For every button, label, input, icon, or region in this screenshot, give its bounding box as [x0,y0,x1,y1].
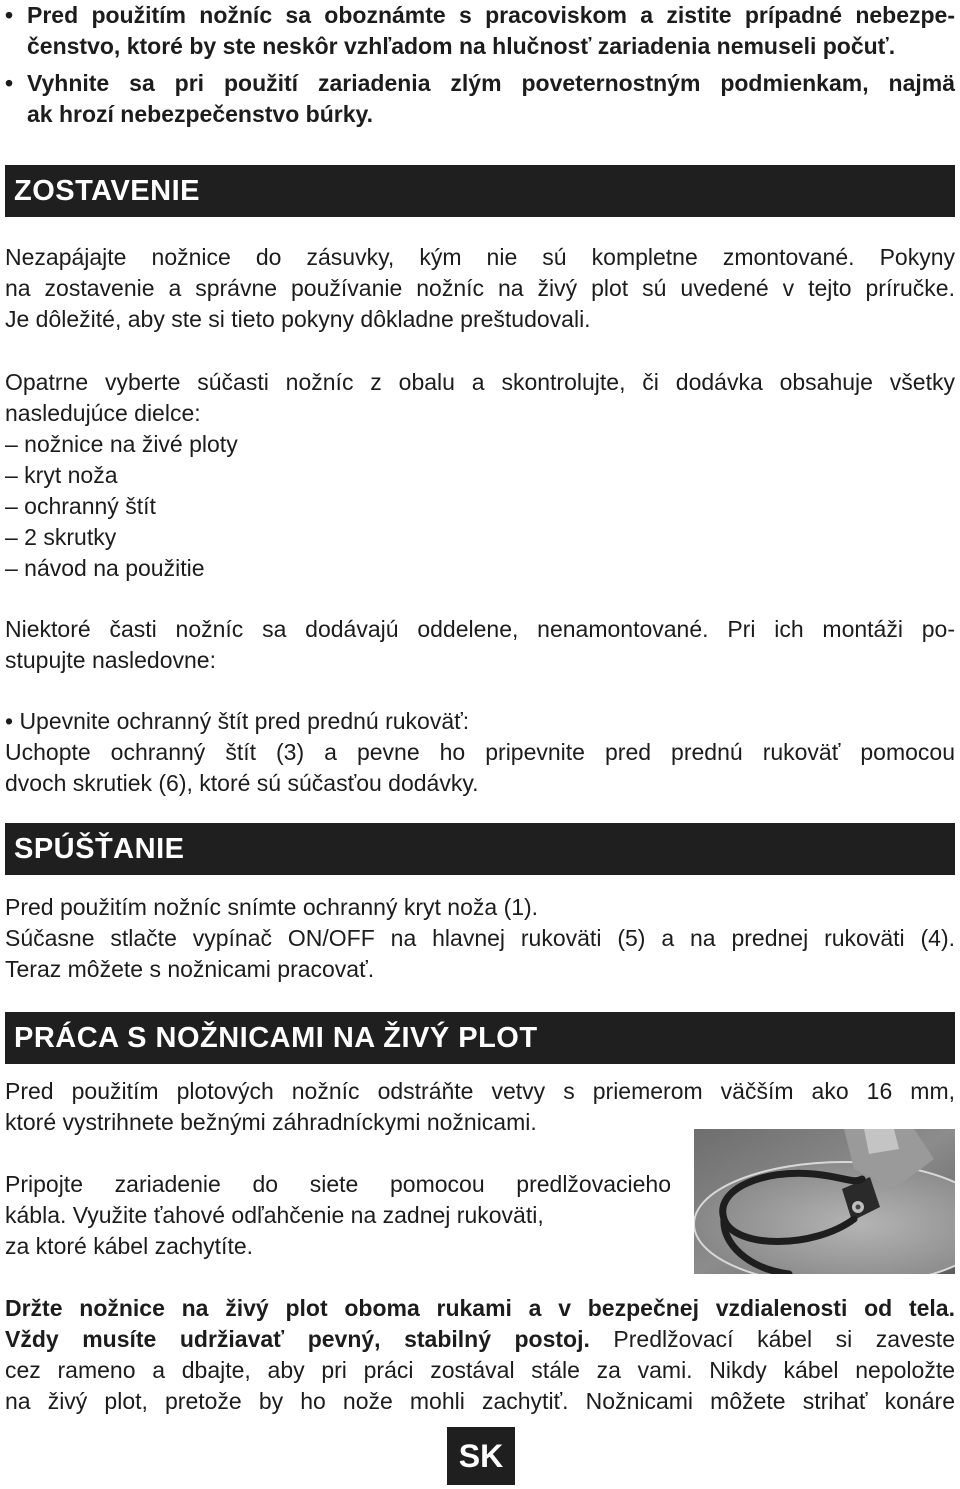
assembly-p2-line-2: nasledujúce dielce: [5,400,201,426]
intro-bullet-noise [5,0,955,62]
startup-line-1: Pred použitím nožníc snímte ochranný kryt noža (1). [5,894,539,920]
working-p3-line-2-bold: Vždy musíte udržiavať pevný, stabilný postoj. [5,1326,590,1352]
part-list-item: – kryt noža [5,462,118,488]
working-p1-line-2: ktoré vystrihnete bežnými záhradníckymi nožnicami. [5,1109,537,1135]
intro-bullet-1-line-1: • Pred použitím nožníc sa oboznámte s pracoviskom a zistite prípadné nebezpe- [27,2,955,28]
assembly-p1-line-2: na zostavenie a správne používanie nožníc na živý plot sú uvedené v tejto príručke. [5,275,955,301]
working-p3-line-1-bold: Držte nožnice na živý plot oboma rukami a v bezpečnej vzdialenosti od tela. [5,1295,955,1321]
part-list-item: – nožnice na živé ploty [5,431,238,457]
working-p3-line-2-rest: Predlžovací kábel si zaveste [589,1326,955,1352]
assembly-paragraph-4 [5,706,955,799]
startup-line-2: Súčasne stlačte vypínač ON/OFF na hlavnej rukoväti (5) a na prednej rukoväti (4). [5,925,955,951]
intro-bullet-1-line-2: čenstvo, ktoré by ste neskôr vzhľadom na hlučnosť zariadenia nemuseli počuť. [27,33,896,59]
assembly-p4-bullet-line: • Upevnite ochranný štít pred prednú rukoväť: [5,708,470,734]
working-paragraph-3 [5,1293,955,1417]
assembly-paragraph-2 [5,367,955,584]
section-header-assembly: ZOSTAVENIE [5,165,955,217]
startup-line-3: Teraz môžete s nožnicami pracovať. [5,956,375,982]
working-paragraph-2 [5,1169,671,1262]
working-p3-line-4: na živý plot, pretože by ho nože mohli zachytiť. Nožnicami môžete strihať konáre [5,1388,955,1414]
cable-strain-relief-photo [694,1129,955,1274]
working-p1-line-1: Pred použitím plotových nožníc odstráňte vetvy s priemerom väčším ako 16 mm, [5,1078,955,1104]
assembly-paragraph-3 [5,614,955,676]
part-list-item: – návod na použitie [5,555,205,581]
assembly-p2-line-1: Opatrne vyberte súčasti nožníc z obalu a skontrolujte, či dodávka obsahuje všetky [5,369,955,395]
language-badge: SK [447,1427,515,1485]
assembly-p1-line-1: Nezapájajte nožnice do zásuvky, kým nie sú kompletne zmontované. Pokyny [5,244,955,270]
intro-bullet-weather [5,68,955,130]
intro-bullet-2-line-2: ak hrozí nebezpečenstvo búrky. [27,101,373,127]
section-header-startup: SPÚŠŤANIE [5,823,955,875]
section-header-working: PRÁCA S NOŽNICAMI NA ŽIVÝ PLOT [5,1012,955,1064]
working-p2-line-3: za ktoré kábel zachytíte. [5,1233,254,1259]
intro-bullet-list [5,0,955,130]
working-p2-line-1: Pripojte zariadenie do siete pomocou predlžovacieho [5,1171,671,1197]
working-p3-line-3: cez rameno a dbajte, aby pri práci zostával stále za vami. Nikdy kábel nepoložte [5,1357,955,1383]
assembly-p1-line-3: Je dôležité, aby ste si tieto pokyny dôkladne preštudovali. [5,306,591,332]
assembly-paragraph-1 [5,242,955,335]
part-list-item: – ochranný štít [5,493,156,519]
assembly-p3-line-2: stupujte nasledovne: [5,647,216,673]
intro-bullet-2-line-1: • Vyhnite sa pri použití zariadenia zlým poveternostným podmienkam, najmä [27,70,955,96]
working-p2-line-2: kábla. Využite ťahové odľahčenie na zadnej rukoväti, [5,1202,544,1228]
assembly-p3-line-1: Niektoré časti nožníc sa dodávajú oddelene, nenamontované. Pri ich montáži po- [5,616,955,642]
part-list-item: – 2 skrutky [5,524,117,550]
startup-paragraph [5,892,955,985]
working-p3-line-2 [5,1324,955,1355]
assembly-p4-line-2: Uchopte ochranný štít (3) a pevne ho pripevnite pred prednú rukoväť pomocou [5,739,955,765]
assembly-p4-line-3: dvoch skrutiek (6), ktoré sú súčasťou dodávky. [5,770,479,796]
